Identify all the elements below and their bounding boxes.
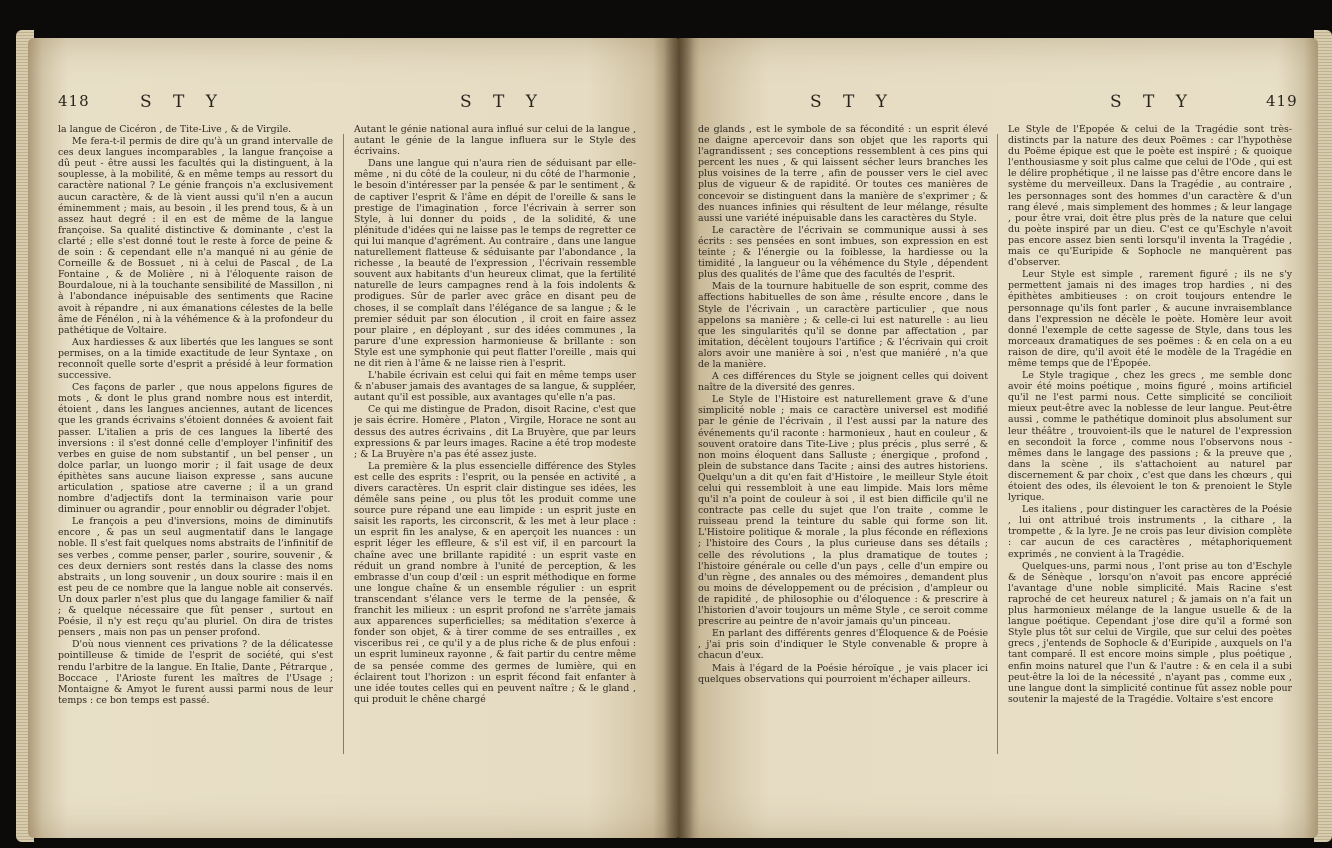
running-head-left-col1: S T Y [140, 92, 226, 112]
right-page-column-1 [698, 124, 988, 848]
paragraph: En parlant des différents genres d'Éloquence & de Poésie , j'ai pris soin d'indiquer le Style convenable & propre à chacun d'eux. [698, 628, 988, 662]
page-number-right: 419 [1266, 92, 1298, 110]
paragraph: Leur Style est simple , rarement figuré ; ils ne s'y permettent jamais ni des images trop hardies , ni des épithètes ambitieuses : on croit toujours entendre le personnage qu'ils font parler , & aucune invraisemblance dans l'expression ne décèle le poète. Homère leur avoit donné l'exemple de cette sagesse de Style, dans tous les morceaux dramatiques de ses poëmes : & en cela on a eu raison de dire, qu'il avoit été le modèle de la Tragédie en même temps que de l'Épopée. [1008, 269, 1292, 369]
paragraph: Les italiens , pour distinguer les caractères de la Poésie , lui ont attribué trois instruments , la cithare , la trompette , & la lyre. Je ne crois pas leur division complète : car aucun de ces caractères , métaphoriquement exprimés , ne convient à la Tragédie. [1008, 504, 1292, 560]
column-rule [343, 134, 344, 754]
paragraph: Le Style tragique , chez les grecs , me semble donc avoir été moins poétique , moins figuré , moins artificiel qu'il ne l'est parmi nous. Cette simplicité se concilioit mieux peut-être avec la noblesse de leur langue. Peut-être aussi , comme le pathétique dominoit plus absolument sur leur théâtre , trouvoient-ils que le naturel de l'expression en secondoit la force , comme nous l'observons nous - mêmes dans le langage des passions ; & la preuve que , dans la scène , ils s'attachoient au naturel par discernement & par choix , c'est que dans les chœurs , qui étoient des odes, ils élevoient le ton & prenoient le Style lyrique. [1008, 370, 1292, 504]
paragraph: Mais à l'égard de la Poésie héroïque , je vais placer ici quelques observations qui pourroient m'échaper ailleurs. [698, 662, 988, 685]
book-gutter [664, 38, 694, 838]
paragraph: Me fera-t-il permis de dire qu'à un grand intervalle de ces deux langues incomparables , la langue françoise a dû peut - être aussi les facultés qui la distinguent, à la souplesse, à la mobilité, & en même temps au ressort du caractère national ? Le génie françois n'a exclusivement aucun caractère, & de là vient aussi qu'il n'en a aucun éminemment ; mais, au besoin , il les prend tous, & à un assez haut degré : il en est de même de la langue françoise. Sa qualité distinctive & dominante , c'est la clarté ; elle s'est donné tout le reste à force de peine & de soin : & cependant elle n'a manqué ni au génie de Corneille & de Bossuet , ni à celui de Pascal , de La Fontaine , & de Molière , ni à l'éloquente raison de Bourdaloue, ni à la touchante sensibilité de Massillon , ni à l'abondance inépuisable des sentiments que Racine avoit à répandre , ni aux émanations célestes de la belle âme de Fénélon , ni à la véhémence & à la profondeur du pathétique de Voltaire. [58, 136, 333, 336]
right-page [678, 38, 1318, 838]
running-head-right-col1: S T Y [810, 92, 896, 112]
paragraph: Ces façons de parler , que nous appelons figures de mots , & dont le plus grand nombre nous est interdit, étoient , dans les langues anciennes, autant de licences que les grands écrivains s'étoient données & avoient fait passer. L'italien a pris de ces langues la liberté des inversions : il s'est donné celle d'employer l'infinitif des verbes en guise de nom substantif , un bel penser , un dolce parlar, un luongo morir ; il fait usage de deux épithètes sans aucune liaison expresse , sans aucune articulation , spatiose atre caverne ; il a un grand nombre d'adjectifs dont la terminaison varie pour diminuer ou agrandir , pour ennoblir ou dégrader l'objet. [58, 382, 333, 516]
right-page-column-2 [1008, 124, 1292, 848]
paragraph: la langue de Cicéron , de Tite-Live , & de Virgile. [58, 124, 292, 135]
paragraph: Quelques-uns, parmi nous , l'ont prise au ton d'Eschyle & de Sénèque , lorsqu'on n'avoit pas encore apprécié l'avantage d'une noble simplicité. Mais Racine s'est raproché de cet heureux naturel ; & jamais on n'a fait un plus harmonieux mélange de la langue usuelle & de la langue poétique. Cependant j'ose dire qu'il a formé son Style plus tôt sur celui de Virgile, que sur celui des poètes grecs , j'entends de Sophocle & d'Euripide , auxquels on l'a tant comparé. Il est encore moins simple , plus poétique , enfin moins naturel que l'un & l'autre : & en cela il a subi peut-être la loi de la nécessité , n'ayant pas , comme eux , une langue dont la simplicité continue fût assez noble pour soutenir la majesté de la Tragédie. Voltaire s'est encore [1008, 560, 1292, 705]
page-number-left: 418 [58, 92, 90, 110]
left-page [28, 38, 678, 838]
paragraph: Mais de la tournure habituelle de son esprit, comme des affections habituelles de son âme , résulte encore , dans le Style de l'écrivain , un caractère particulier , que nous appelons sa manière ; & celle-ci lui est naturelle : au lieu que les singularités qu'il se donne par affectation , par imitation, décèlent toujours l'artifice ; & l'écrivain qui croit alors avoir une manière à soi , n'est que maniéré , n'a que de la manière. [698, 281, 988, 370]
open-book [28, 18, 1318, 840]
left-page-column-2 [354, 124, 636, 848]
paragraph: La première & la plus essencielle différence des Styles est celle des esprits : l'esprit, ou la pensée en activité , a divers caractères. Un esprit clair distingue ses idées, les démêle sans peine , ou plus tôt les produit comme une source pure répand une eau limpide : un esprit juste en saisit les raports, les circonscrit, & les met à leur place : un esprit fin les analyse, & en aperçoit les nuances : un esprit léger les effleure, & s'il est vif, il en parcourt la chaîne avec une brillante rapidité : un esprit vaste en réduit un grand nombre à l'unité de perception, & les embrasse d'un coup d'œil : un esprit méthodique en forme une longue chaîne & un ensemble régulier : un esprit transcendant s'élance vers le terme de la pensée, & franchit les milieux : un esprit profond ne s'arrête jamais aux apparences superficielles; sa méditation s'exerce à fonder son objet, & à tirer comme de ses entrailles , ex visceribus rei , ce qu'il y a de plus riche & de plus enfoui : un esprit lumineux rayonne , & fait partir du centre même de sa pensée comme des germes de lumière, qui en éclairent tout l'horizon : un esprit fécond fait enfanter à une idée toutes celles qui en peuvent naître ; & le gland , qui produit le chêne chargé [354, 460, 636, 705]
paragraph: Le Style de l'Histoire est naturellement grave & d'une simplicité noble ; mais ce caractère universel est modifié par le génie de l'écrivain , il l'est aussi par la nature des événements qu'il raconte : harmonieux , haut en couleur , & souvent oratoire dans Tite-Live ; plus précis , plus serré , & non moins éloquent dans Salluste ; énergique , profond , plein de substance dans Tacite ; ainsi des autres historiens. Quelqu'un a dit qu'en fait d'Histoire , le meilleur Style étoit celui qui ressembloit à une eau limpide. Mais lors même qu'il n'a point de couleur à soi , il est bien difficile qu'il ne contracte pas celle du sujet que l'on traite , comme le ruisseau prend la teinture du sable qui forme son lit. L'Histoire politique & morale , la plus féconde en réflexions ; l'histoire des Cours , la plus curieuse dans ses détails ; celle des révolutions , la plus dramatique de toutes ; l'histoire générale ou celle d'un pays , celle d'un empire ou d'un règne , des annales ou des mémoires , demandent plus ou moins de développement ou de précision , d'ampleur ou de rapidité , de philosophie ou d'éloquence : & prescrire à l'historien d'avoir toujours un même Style , ce seroit comme prescrire au peintre de n'avoir jamais qu'un pinceau. [698, 394, 988, 628]
paragraph: D'où nous viennent ces privations ? de la délicatesse pointilleuse & timide de l'esprit de société, qui s'est rendu l'arbitre de la langue. En Italie, Dante , Pétrarque , Boccace , l'Arioste furent les maîtres de l'Usage ; Montaigne & Amyot le furent aussi parmi nous de leur temps : ce bon temps est passé. [58, 639, 333, 706]
paragraph: Autant le génie national aura influé sur celui de la langue , autant le génie de la langue influera sur le Style des écrivains. [354, 124, 636, 158]
paragraph: de glands , est le symbole de sa fécondité : un esprit élevé ne daigne apercevoir dans son objet que les raports qui l'agrandissent ; ses conceptions ressemblent à ces pins qui percent les nues , & qui laissent sécher leurs branches les plus voisines de la terre , afin de pousser vers le ciel avec plus de vigueur & de rapidité. Or toutes ces manières de concevoir se distinguent dans la manière de s'exprimer ; & des nuances infinies qui résultent de leur mélange, résulte aussi une variété inépuisable dans les caractères du Style. [698, 124, 988, 224]
left-page-column-1 [58, 124, 333, 848]
running-head-left-col2: S T Y [460, 92, 546, 112]
paragraph: Dans une langue qui n'aura rien de séduisant par elle-même , ni du côté de la couleur, ni du côté de l'harmonie , le besoin d'intéresser par la pensée & par le sentiment , & de captiver l'esprit & l'âme en dépit de l'oreille & sans le prestige de l'imagination , force l'écrivain à serrer son Style, à lui donner du poids , de la solidité, & une plénitude d'idées qui ne laisse pas le temps de regretter ce qui lui manque d'agrément. Au contraire , dans une langue naturellement flatteuse & séduisante par l'abondance , la richesse , la beauté de l'expression , l'écrivain ressemble souvent aux habitants d'un heureux climat, que la fertilité naturelle de leurs campagnes rend à la fois indolents & prodigues. Sûr de parler avec grâce en disant peu de choses, il se complaît dans l'élégance de sa langue ; & le premier séduit par son élocution , il croit en faire assez pour plaire , en déployant , sur des idées communes , la parure d'une expression harmonieuse & brillante : son Style est une symphonie qui peut flatter l'oreille , mais qui ne dit rien à l'âme & ne laisse rien à l'esprit. [354, 158, 636, 369]
paragraph: Le caractère de l'écrivain se communique aussi à ses écrits : ses pensées en sont imbues, son expression en est teinte ; & l'énergie ou la foiblesse, la hardiesse ou la timidité , la langueur ou la véhémence du Style , dépendent plus des qualités de l'âme que des facultés de l'esprit. [698, 224, 988, 281]
paragraph: Ce qui me distingue de Pradon, disoit Racine, c'est que je sais écrire. Homère , Platon , Virgile, Horace ne sont au dessus des autres écrivains , dit La Bruyère, que par leurs expressions & par leurs images. Racine a été trop modeste ; & La Bruyère n'a pas été assez juste. [354, 404, 636, 460]
paragraph: L'habile écrivain est celui qui fait en même temps user & n'abuser jamais des avantages de sa langue, & suppléer, autant qu'il est possible, aux avantages qu'elle n'a pas. [354, 370, 636, 404]
paragraph: Le Style de l'Épopée & celui de la Tragédie sont très-distincts par la nature des deux Poëmes : car l'hypothèse du Poëme épique est que le poète est inspiré ; & quoique l'enthousiasme y soit plus calme que celui de l'Ode , qui est le délire prophétique , il ne laisse pas d'être encore dans le système du merveilleux. Dans la Tragédie , au contraire , les personnages sont des hommes d'un caractère & d'un rang élevé , mais simplement des hommes ; & leur langage , pour être vrai, doit être plus près de la nature que celui du poète inspiré par un dieu. C'est ce qu'Eschyle n'avoit pas encore assez bien senti lorsqu'il inventa la Tragédie , mais ce qu'Euripide & Sophocle ne manquèrent pas d'observer. [1008, 124, 1292, 269]
paragraph: Aux hardiesses & aux libertés que les langues se sont permises, on a la timide exactitude de leur Syntaxe , on reconnoît quelle sorte d'esprit a présidé à leur formation successive. [58, 336, 333, 382]
column-rule [997, 134, 998, 754]
running-head-right-col2: S T Y [1110, 92, 1196, 112]
paragraph: A ces différences du Style se joignent celles qui doivent naître de la diversité des genres. [698, 371, 988, 394]
paragraph: Le françois a peu d'inversions, moins de diminutifs encore , & pas un seul augmentatif dans le langage noble. Il s'est fait quelques noms abstraits de l'infinitif de ses verbes , comme penser, parler , sourire, souvenir , & ces deux derniers sont restés dans la classe des noms abstraits , un long souvenir , un doux sourire : mais il en est peu de ce nombre que la langue noble ait conservés. Un doux parler n'est plus que du langage familier & naïf ; & quelque nécessaire que fût penser , surtout en Poésie, il n'y est reçu qu'au pluriel. On dira de tristes pensers , mais non pas un penser profond. [58, 516, 333, 639]
